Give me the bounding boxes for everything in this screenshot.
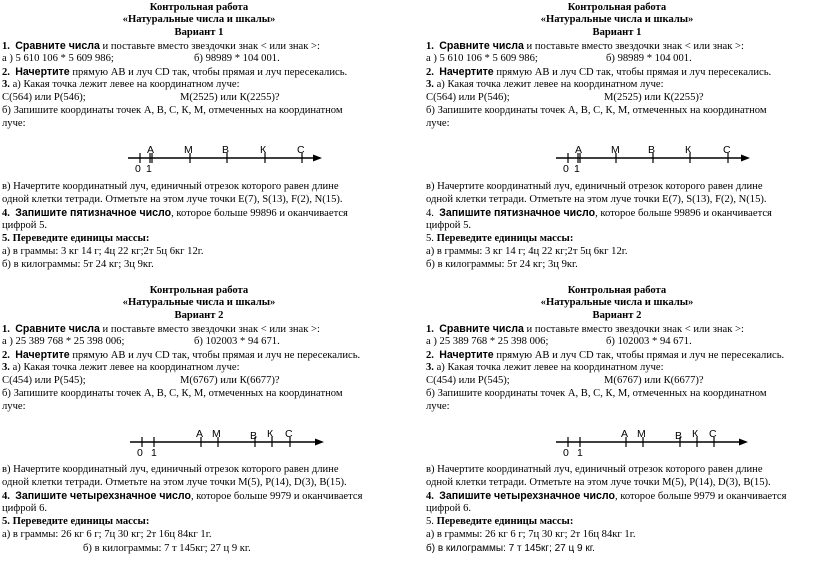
task-3c-line1: в) Начертите координатный луч, единичный отрезок которого равен длине (426, 464, 763, 475)
task-3b-line2: луче: (2, 118, 26, 129)
task-2 (2, 66, 347, 79)
variant-heading: Вариант 2 (592, 310, 642, 321)
ray-label-a: А (196, 428, 204, 440)
task-5a: а) в граммы: 3 кг 14 г; 4ц 22 кг;2т 5ц 6кг 12г. (426, 246, 628, 257)
task-number: 1. (2, 41, 10, 52)
task-3c-line2: одной клетки тетради. Отметьте на этом луче точки Е(7), S(13), F(2), N(15). (2, 194, 343, 205)
task-number: 5. (2, 516, 10, 527)
ray-label-k: К (692, 428, 699, 440)
ray-label-b: В (648, 144, 656, 156)
task-5 (2, 233, 149, 245)
coordinate-ray-svg (0, 140, 398, 176)
task-number: 2. (2, 67, 10, 78)
task-number: 1. (426, 324, 434, 335)
task-keyword: Сравните числа (439, 40, 524, 52)
task-3 (2, 362, 240, 374)
ray-label-m: М (184, 144, 193, 156)
task-number: 2. (426, 67, 434, 78)
coordinate-ray (0, 140, 398, 176)
sheet-variant-2-left (0, 285, 398, 570)
task-3c-line2: одной клетки тетради. Отметьте на этом луче точки М(5), Р(14), D(3), В(15). (2, 477, 347, 488)
task-3a-right: М(6767) или К(6677)? (604, 375, 704, 386)
task-text: , которое больше 9979 и оканчивается (190, 491, 363, 502)
ray-zero-label: 0 (563, 163, 569, 175)
ray-arrowhead (313, 155, 322, 162)
ray-label-a: А (575, 144, 583, 156)
task-keyword: Запишите четырехзначное число (439, 490, 615, 502)
sheet-subtitle: «Натуральные числа и шкалы» (540, 297, 694, 308)
task-3 (2, 79, 240, 91)
task-text: и поставьте вместо звездочки знак < или знак >: (99, 324, 320, 335)
task-3a-left: С(564) или Р(546); (2, 92, 86, 103)
ray-arrowhead (741, 155, 750, 162)
task-3 (426, 362, 664, 374)
ray-arrowhead (739, 439, 748, 446)
ray-label-c: С (285, 428, 293, 440)
task-text: прямую АВ и луч СD так, чтобы прямая и луч пересекались. (69, 67, 348, 78)
task-5a: а) в граммы: 26 кг 6 г; 7ц 30 кг; 2т 16ц 84кг 1г. (426, 529, 636, 540)
ray-label-k: К (260, 144, 267, 156)
task-5b: б) в килограммы: 5т 24 кг; 3ц 9кг. (426, 259, 578, 270)
task-3c-line2: одной клетки тетради. Отметьте на этом луче точки Е(7), S(13), F(2), N(15). (426, 194, 767, 205)
task-text: , которое больше 99896 и оканчивается (171, 208, 348, 219)
task-1a: а ) 25 389 768 * 25 398 006; (2, 336, 125, 347)
task-number: 3. (426, 362, 434, 373)
task-number: 3. (2, 79, 10, 90)
coordinate-ray (418, 426, 816, 462)
ray-label-m: М (212, 428, 221, 440)
ray-zero-label: 0 (563, 447, 569, 459)
task-3c-line1: в) Начертите координатный луч, единичный отрезок которого равен длине (2, 181, 339, 192)
task-1a: а ) 5 610 106 * 5 609 986; (2, 53, 114, 64)
task-keyword: Переведите единицы массы: (12, 516, 150, 527)
task-4-line2: цифрой 5. (426, 220, 472, 231)
task-keyword: Начертите (15, 66, 70, 78)
task-text: и поставьте вместо звездочки знак < или знак >: (99, 41, 320, 52)
ray-one-label: 1 (577, 447, 583, 459)
task-3c-line1: в) Начертите координатный луч, единичный отрезок которого равен длине (426, 181, 763, 192)
task-3b-line1: б) Запишите координаты точек А, В, С, К, М, отмеченных на координатном (2, 105, 343, 116)
task-number: 4. (2, 491, 10, 502)
task-3b-line2: луче: (426, 118, 450, 129)
task-5b: б) в килограммы: 7 т 145кг; 27 ц 9 кг. (426, 543, 595, 554)
ray-label-a: А (147, 144, 155, 156)
task-1b: б) 98989 * 104 001. (606, 53, 692, 64)
coordinate-ray (418, 140, 816, 176)
ray-label-m: М (611, 144, 620, 156)
sheet-variant-1-left (0, 0, 398, 285)
task-5b: б) в килограммы: 7 т 145кг; 27 ц 9 кг. (83, 543, 251, 554)
sheet-title: Контрольная работа (567, 285, 667, 296)
ray-arrowhead (315, 439, 324, 446)
ray-label-k: К (685, 144, 692, 156)
variant-heading: Вариант 2 (174, 310, 224, 321)
task-number: 2. (426, 350, 434, 361)
task-5b: б) в килограммы: 5т 24 кг; 3ц 9кг. (2, 259, 154, 270)
task-keyword: Начертите (439, 349, 494, 361)
task-text: , которое больше 9979 и оканчивается (614, 491, 787, 502)
task-1b: б) 98989 * 104 001. (194, 53, 280, 64)
task-1 (426, 40, 744, 53)
task-3 (426, 79, 664, 91)
task-2 (426, 66, 771, 79)
task-text: прямую АВ и луч СD так, чтобы прямая и луч пересекались. (493, 67, 772, 78)
ray-label-b: В (222, 144, 230, 156)
task-3b-line1: б) Запишите координаты точек А, В, С, К, М, отмеченных на координатном (426, 388, 767, 399)
sheet-subtitle: «Натуральные числа и шкалы» (122, 297, 276, 308)
task-number: 1. (2, 324, 10, 335)
variant-heading: Вариант 1 (174, 27, 224, 38)
task-4 (426, 490, 786, 503)
task-keyword: Запишите пятизначное число (15, 207, 172, 219)
task-text: и поставьте вместо звездочки знак < или знак >: (523, 324, 744, 335)
task-keyword: Сравните числа (15, 40, 100, 52)
task-keyword: Начертите (439, 66, 494, 78)
task-text: прямую АВ и луч СD так, чтобы прямая и луч не пересекались. (493, 350, 785, 361)
task-5 (2, 516, 149, 528)
task-keyword: Сравните числа (15, 323, 100, 335)
task-3c-line1: в) Начертите координатный луч, единичный отрезок которого равен длине (2, 464, 339, 475)
task-number: 3. (426, 79, 434, 90)
task-1 (2, 323, 320, 336)
task-3b-line2: луче: (2, 401, 26, 412)
ray-label-a: А (621, 428, 629, 440)
task-5 (426, 233, 573, 245)
task-5a: а) в граммы: 26 кг 6 г; 7ц 30 кг; 2т 16ц 84кг 1г. (2, 529, 212, 540)
task-number: 1. (426, 41, 434, 52)
task-3a-left: С(564) или Р(546); (426, 92, 510, 103)
ray-label-m: М (637, 428, 646, 440)
ray-one-label: 1 (146, 163, 152, 175)
task-number: 5. (426, 516, 434, 527)
ray-one-label: 1 (151, 447, 157, 459)
task-keyword: Сравните числа (439, 323, 524, 335)
task-3a-right: М(2525) или К(2255)? (180, 92, 280, 103)
ray-label-b: В (250, 430, 258, 442)
task-3b-line1: б) Запишите координаты точек А, В, С, К, М, отмеченных на координатном (426, 105, 767, 116)
sheet-title: Контрольная работа (149, 2, 249, 13)
task-4-line2: цифрой 5. (2, 220, 48, 231)
task-text: а) Какая точка лежит левее на координатном луче: (9, 362, 240, 373)
task-number: 4. (426, 208, 434, 219)
task-number: 2. (2, 350, 10, 361)
coordinate-ray-svg (418, 426, 816, 462)
task-keyword: Переведите единицы массы: (436, 233, 574, 244)
task-3b-line2: луче: (426, 401, 450, 412)
task-keyword: Запишите четырехзначное число (15, 490, 191, 502)
task-keyword: Начертите (15, 349, 70, 361)
task-2 (426, 349, 784, 362)
sheet-title: Контрольная работа (567, 2, 667, 13)
task-3a-right: М(6767) или К(6677)? (180, 375, 280, 386)
sheet-variant-1-right (418, 0, 816, 285)
task-4-line2: цифрой 6. (2, 503, 48, 514)
task-3c-line2: одной клетки тетради. Отметьте на этом луче точки М(5), Р(14), D(3), В(15). (426, 477, 771, 488)
task-text: прямую АВ и луч СD так, чтобы прямая и луч не пересекались. (69, 350, 361, 361)
task-number: 3. (2, 362, 10, 373)
task-3b-line1: б) Запишите координаты точек А, В, С, К, М, отмеченных на координатном (2, 388, 343, 399)
task-5a: а) в граммы: 3 кг 14 г; 4ц 22 кг;2т 5ц 6кг 12г. (2, 246, 204, 257)
task-1a: а ) 5 610 106 * 5 609 986; (426, 53, 538, 64)
task-3a-right: М(2525) или К(2255)? (604, 92, 704, 103)
task-keyword: Запишите пятизначное число (439, 207, 596, 219)
task-keyword: Переведите единицы массы: (436, 516, 574, 527)
task-text: а) Какая точка лежит левее на координатном луче: (433, 79, 664, 90)
ray-label-c: С (723, 144, 731, 156)
task-1 (426, 323, 744, 336)
task-number: 5. (2, 233, 10, 244)
coordinate-ray (0, 426, 398, 462)
task-1b: б) 102003 * 94 671. (606, 336, 692, 347)
task-text: а) Какая точка лежит левее на координатном луче: (433, 362, 664, 373)
task-4 (2, 207, 348, 220)
ray-zero-label: 0 (135, 163, 141, 175)
task-4 (2, 490, 362, 503)
task-1 (2, 40, 320, 53)
ray-label-k: К (267, 428, 274, 440)
task-number: 4. (2, 208, 10, 219)
task-keyword: Переведите единицы массы: (12, 233, 150, 244)
sheet-variant-2-right (418, 285, 816, 570)
task-4 (426, 207, 772, 220)
ray-zero-label: 0 (137, 447, 143, 459)
sheet-title: Контрольная работа (149, 285, 249, 296)
sheet-subtitle: «Натуральные числа и шкалы» (540, 14, 694, 25)
task-number: 5. (426, 233, 434, 244)
variant-heading: Вариант 1 (592, 27, 642, 38)
ray-one-label: 1 (574, 163, 580, 175)
ray-label-c: С (297, 144, 305, 156)
sheet-subtitle: «Натуральные числа и шкалы» (122, 14, 276, 25)
task-text: а) Какая точка лежит левее на координатном луче: (9, 79, 240, 90)
task-5 (426, 516, 573, 528)
ray-label-c: С (709, 428, 717, 440)
task-text: и поставьте вместо звездочки знак < или знак >: (523, 41, 744, 52)
task-3a-left: С(454) или Р(545); (2, 375, 86, 386)
task-1a: а ) 25 389 768 * 25 398 006; (426, 336, 549, 347)
task-2 (2, 349, 360, 362)
task-3a-left: С(454) или Р(545); (426, 375, 510, 386)
task-text: , которое больше 99896 и оканчивается (595, 208, 772, 219)
ray-label-b: В (675, 430, 683, 442)
task-number: 4. (426, 491, 434, 502)
task-4-line2: цифрой 6. (426, 503, 472, 514)
task-1b: б) 102003 * 94 671. (194, 336, 280, 347)
